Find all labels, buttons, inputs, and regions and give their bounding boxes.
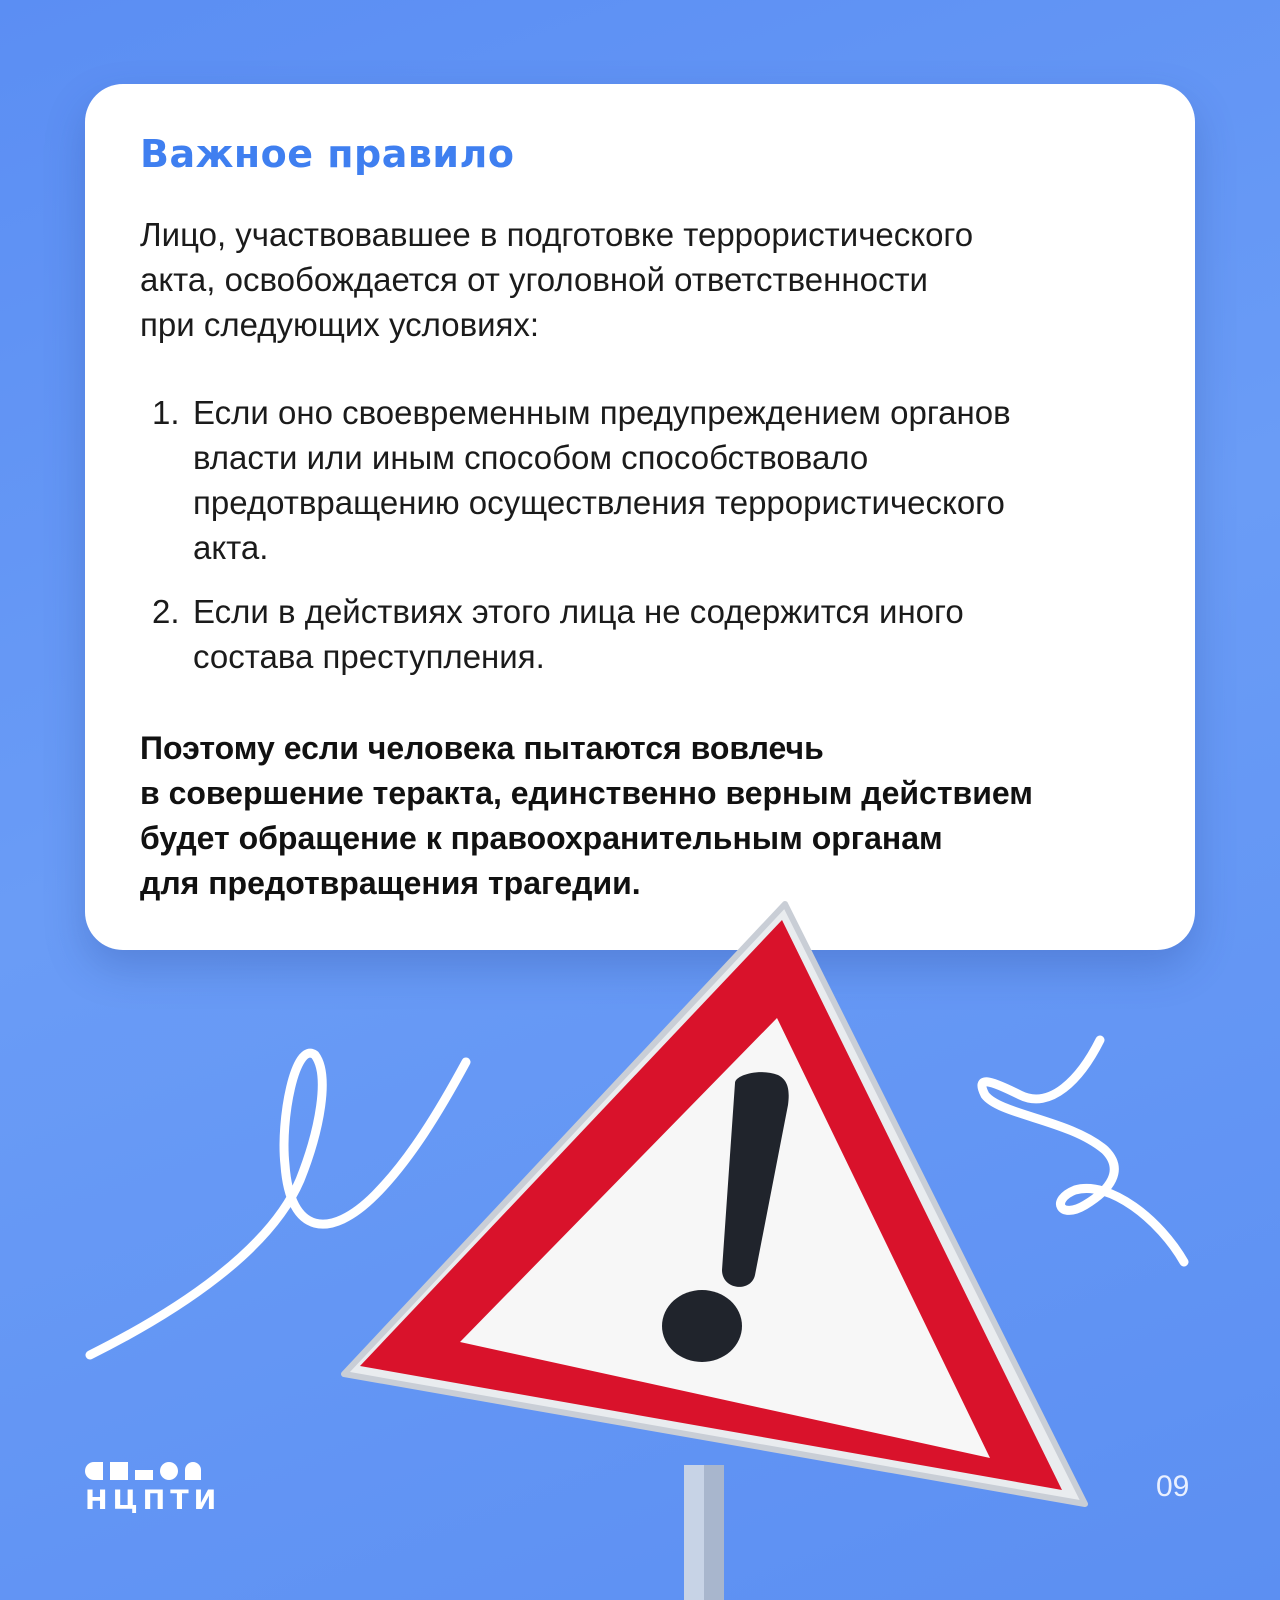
- sign-pole-shade: [704, 1465, 724, 1600]
- conclusion-line: для предотвращения трагедии.: [140, 865, 641, 901]
- condition-number: 1.: [152, 394, 180, 431]
- intro-text: [140, 212, 1120, 347]
- page-number: 09: [1156, 1470, 1190, 1503]
- intro-line: при следующих условиях:: [140, 306, 540, 343]
- intro-line: Лицо, участвовавшее в подготовке террористического: [140, 216, 974, 253]
- condition-line: власти или иным способом способствовало: [193, 439, 869, 476]
- logo-text: НЦПТИ: [85, 1485, 222, 1516]
- brand-logo: [85, 1462, 225, 1516]
- conclusion-line: в совершение теракта, единственно верным действием: [140, 775, 1033, 811]
- condition-line: предотвращению осуществления террористического: [193, 484, 1005, 521]
- condition-item: [140, 390, 1140, 570]
- conclusion-line: Поэтому если человека пытаются вовлечь: [140, 730, 824, 766]
- rule-card: [85, 84, 1195, 950]
- condition-line: состава преступления.: [193, 638, 545, 675]
- condition-number: 2.: [152, 593, 180, 630]
- condition-item: [140, 589, 1140, 679]
- condition-line: акта.: [193, 529, 269, 566]
- card-title: Важное правило: [140, 132, 515, 176]
- conditions-list: [140, 390, 1140, 698]
- warning-sign-icon: [330, 900, 1120, 1600]
- conclusion-line: будет обращение к правоохранительным органам: [140, 820, 943, 856]
- condition-line: Если оно своевременным предупреждением органов: [193, 394, 1011, 431]
- intro-line: акта, освобождается от уголовной ответственности: [140, 261, 928, 298]
- condition-line: Если в действиях этого лица не содержится иного: [193, 593, 964, 630]
- conclusion-text: [140, 726, 1160, 906]
- logo-marks: [85, 1462, 225, 1480]
